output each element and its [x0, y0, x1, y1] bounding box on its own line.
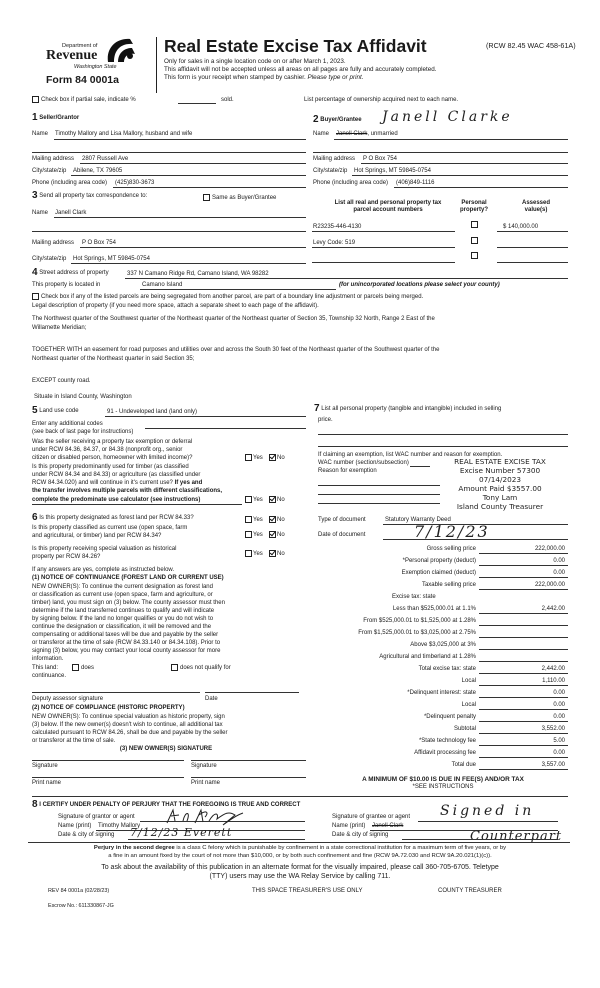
- tax-row-label: Less than $525,000.01 at 1.1%: [392, 606, 476, 612]
- segregated-checkbox[interactable]: [32, 293, 39, 300]
- timber-question: Is this property predominantly used for timber (as classified: [32, 464, 189, 470]
- tax-row-label: Local: [461, 678, 476, 684]
- signature-label: Signature: [32, 763, 58, 769]
- tax-row-value[interactable]: 1,110.00: [542, 678, 565, 684]
- alternate-format-notice-2: (TTY) users may use the WA Relay Service by calling 711.: [209, 873, 391, 880]
- buyer-handwritten-name: Janell Clarke: [382, 109, 513, 125]
- ownership-note: List percentage of ownership acquired next to each name.: [304, 97, 459, 103]
- tax-row-value[interactable]: 0.00: [553, 558, 565, 564]
- deputy-assessor-label: Deputy assessor signature: [32, 696, 104, 702]
- tax-row-label: Taxable selling price: [421, 582, 476, 588]
- legal-description-line: Willamette Meridian;: [32, 325, 87, 331]
- current-use-question: Is this property classified as current use (open space, farm: [32, 525, 188, 531]
- tax-row-value[interactable]: 3,552.00: [541, 726, 565, 732]
- claim-exemption-label: If claiming an exemption, list WAC number and reason for exemption.: [318, 452, 503, 458]
- continuance-label: continuance.: [32, 673, 67, 679]
- partial-sale-label: Check box if partial sale, indicate %: [41, 97, 136, 103]
- notice-line: continue the designation or classification, it will be removed and the: [32, 624, 212, 630]
- assessed-value-line: [497, 247, 568, 248]
- legal-description-label: Legal description of property (if you need more space, attach a separate sheet to each page of the affidavit).: [32, 303, 319, 309]
- grantee-signature-label: Signature of grantee or agent: [332, 814, 411, 820]
- grantor-date-line: [128, 839, 305, 840]
- page-title: Real Estate Excise Tax Affidavit: [164, 36, 427, 56]
- deputy-assessor-date-field[interactable]: [205, 692, 299, 693]
- dept-of-label: Department of: [62, 43, 98, 49]
- buyer-mail-line: [361, 163, 568, 164]
- grantee-signature-line: [418, 821, 558, 822]
- additional-codes-note: (see back of last page for instructions): [32, 429, 134, 435]
- tax-row-line: [479, 577, 568, 578]
- tax-row-line: [479, 745, 568, 746]
- tax-row-line: [479, 637, 568, 638]
- personal-property-line-2[interactable]: [318, 446, 568, 447]
- no-label: No: [277, 532, 285, 538]
- county-treasurer-label: COUNTY TREASURER: [438, 888, 502, 894]
- document-date-field[interactable]: 7/12/23: [414, 522, 490, 541]
- historical-question: property per RCW 84.26?: [32, 554, 101, 560]
- section-number: 3: [32, 190, 38, 201]
- section-number: 8: [32, 799, 38, 810]
- yes-label: Yes: [253, 497, 263, 503]
- tax-row-label: Above $3,025,000 at 3%: [410, 642, 476, 648]
- no-checkbox[interactable]: [269, 454, 276, 461]
- minimum-due-note: A MINIMUM OF $10.00 IS DUE IN FEE(S) AND/OR TAX: [362, 776, 524, 783]
- tax-row-line: [479, 721, 568, 722]
- land-does-label: does: [81, 665, 95, 671]
- parcel-header-line-1: List all real and personal property tax: [334, 200, 442, 206]
- personal-property-label-2: price.: [318, 417, 333, 423]
- new-owner-print-name-2[interactable]: [191, 777, 306, 778]
- forest-land-question-text: Is this property designated as forest land per RCW 84.33?: [39, 515, 194, 521]
- buyer-name-label: Name: [313, 131, 330, 137]
- notice-compliance-title: (2) NOTICE OF COMPLIANCE (HISTORIC PROPERTY): [32, 705, 185, 711]
- timber-question: [32, 480, 202, 487]
- personal-property-line-1[interactable]: [318, 434, 568, 435]
- tax-row-value[interactable]: 3,557.00: [541, 762, 565, 768]
- value-header-line-2: value(s): [524, 207, 548, 213]
- form-number: Form 84 0001a: [46, 74, 119, 86]
- legal-description-line: The Northwest quarter of the Southwest quarter of the Northeast quarter of the Northeast quarter of Section 35, Township 32 North, Range 2 East of the: [32, 316, 435, 322]
- tax-row-label: From $525,000.01 to $1,525,000 at 1.28%: [363, 618, 476, 624]
- personal-property-checkbox[interactable]: [471, 221, 478, 228]
- grantee-date-label: Date & city of signing: [332, 832, 389, 838]
- legal-description-line: Situate in Island County, Washington: [34, 394, 132, 400]
- notice-line: determine if the land transferred continues to qualify and will indicate: [32, 608, 215, 614]
- street-address-line: [125, 278, 568, 279]
- tax-row-label: *Personal property (deduct): [402, 558, 476, 564]
- tax-row-value[interactable]: 0.00: [553, 714, 565, 720]
- yes-checkbox[interactable]: [245, 496, 252, 503]
- tax-row-value[interactable]: 222,000.00: [534, 546, 565, 552]
- perjury-notice-2: a fine in an amount fixed by the court of not more than $10,000, or by both such confinement and fine (RCW 9A.72.030 and RCW 9A.20.021(1)(c)).: [108, 853, 492, 859]
- no-label: No: [277, 551, 285, 557]
- tax-row-line: [479, 589, 568, 590]
- treasurer-paid-stamp: [415, 457, 585, 511]
- land-does-not-label: does not qualify for: [180, 665, 231, 671]
- tax-row-line: [479, 733, 568, 734]
- personal-property-checkbox[interactable]: [471, 252, 478, 259]
- seller-mail-line: [80, 163, 306, 164]
- assessed-value-field[interactable]: $ 140,000.00: [503, 224, 539, 230]
- timber-question-text: RCW 84.34.020) and will continue in it's current use?: [32, 480, 173, 486]
- tax-row-line: [479, 673, 568, 674]
- grantor-signature-scribble-icon: [165, 807, 245, 827]
- buyer-mail-field[interactable]: P O Box 754: [363, 156, 397, 162]
- exemption-question: Was the seller receiving a property tax exemption or deferral: [32, 439, 193, 445]
- tax-row-value[interactable]: 0.00: [553, 690, 565, 696]
- new-owner-print-name-1[interactable]: [32, 777, 184, 778]
- buyer-city-label: City/state/zip: [313, 168, 348, 174]
- correspondence-mail-field[interactable]: P O Box 754: [82, 240, 116, 246]
- street-address-label: [32, 269, 109, 277]
- parcel-header-value: [505, 200, 567, 214]
- legal-description-line: EXCEPT county road.: [32, 378, 91, 384]
- tax-row-label: Local: [461, 702, 476, 708]
- assessed-value-line: [497, 231, 568, 232]
- same-as-buyer-label: Same as Buyer/Grantee: [212, 195, 277, 201]
- stamp-line: REAL ESTATE EXCISE TAX: [454, 457, 546, 466]
- no-checkbox[interactable]: [269, 516, 276, 523]
- additional-codes-label: Enter any additional codes: [32, 421, 103, 427]
- notice-continuance-title: (1) NOTICE OF CONTINUANCE (FOREST LAND OR CURRENT USE): [32, 575, 224, 581]
- tax-row-line: [479, 757, 568, 758]
- perjury-notice: [20, 845, 580, 852]
- parcel-header-line-2: parcel account numbers: [353, 207, 423, 213]
- section-number: 4: [32, 267, 38, 278]
- buyer-phone-line: [394, 187, 568, 188]
- seller-name-line: [54, 139, 306, 140]
- current-use-question: and agricultural, or timber) land per RCW 84.34?: [32, 533, 162, 539]
- buyer-city-field[interactable]: Hot Springs, MT 59845-0754: [354, 168, 431, 174]
- yes-checkbox[interactable]: [245, 531, 252, 538]
- parcel-header-personal: [458, 200, 490, 214]
- correspondence-mail-line: [80, 247, 306, 248]
- tax-row-label: Excise tax: state: [392, 594, 436, 600]
- yes-checkbox[interactable]: [245, 516, 252, 523]
- parcel-number-field[interactable]: R23235-446-4130: [313, 224, 362, 230]
- parcel-number-line: [312, 262, 455, 263]
- partial-sale-percent-field[interactable]: [178, 103, 216, 104]
- washington-state-label: Washington State: [74, 64, 117, 70]
- tax-row-line: [479, 553, 568, 554]
- tax-row-line: [479, 613, 568, 614]
- partial-sale-sold-label: sold.: [221, 97, 234, 103]
- correspondence-city-field[interactable]: Hot Springs, MT 59845-0754: [73, 256, 150, 262]
- header-line-1: Only for sales in a single location code on or after March 1, 2023.: [164, 58, 346, 65]
- tax-row-line: [479, 685, 568, 686]
- notice-line: or classification as current use (open space, farm and agriculture, or: [32, 592, 213, 598]
- notice-line: signing (3) below, you may contact your local county assessor for more: [32, 648, 221, 654]
- no-checkbox[interactable]: [269, 550, 276, 557]
- street-address-field[interactable]: 337 N Camano Ridge Rd, Camano Island, WA 98282: [127, 271, 269, 277]
- buyer-city-line: [352, 175, 568, 176]
- personal-header-line-1: Personal: [461, 200, 487, 206]
- value-header-line-1: Assessed: [521, 200, 551, 206]
- no-label: No: [277, 497, 285, 503]
- correspondence-name-label: Name: [32, 210, 49, 216]
- timber-underline: [32, 504, 242, 505]
- land-use-line: [105, 416, 306, 417]
- yes-label: Yes: [253, 455, 263, 461]
- parcel-number-field[interactable]: Levy Code: 519: [313, 240, 356, 246]
- tax-row-value[interactable]: 2,442.00: [541, 666, 565, 672]
- tax-row-label: Total due: [451, 762, 476, 768]
- section-divider: [32, 796, 568, 797]
- tax-row-value[interactable]: 0.00: [553, 750, 565, 756]
- notice-line: or transferor at the time of sale (RCW 84.33.140 or 84.34.108). Prior to: [32, 640, 221, 646]
- yes-label: Yes: [253, 532, 263, 538]
- segregated-label: Check box if any of the listed parcels are being segregated from another parcel, are part of a boundary line adjustment or parcels being merged.: [41, 294, 424, 300]
- grantor-signature-label: Signature of grantor or agent: [58, 814, 135, 820]
- parcel-header-number: [318, 200, 458, 214]
- buyer-phone-label: Phone (including area code): [313, 180, 389, 186]
- tax-row-line: [479, 661, 568, 662]
- unincorporated-note: (for unincorporated locations please select your county): [339, 282, 500, 288]
- tax-row-label: Affidavit processing fee: [414, 750, 476, 756]
- correspondence-label: Send all property tax correspondence to:: [39, 193, 148, 199]
- revision-label: REV 84 0001a (02/28/23): [48, 888, 110, 894]
- seller-mail-label: Mailing address: [32, 156, 75, 162]
- section-number: 6: [32, 512, 38, 523]
- seller-heading-label: Seller/Grantor: [39, 115, 80, 121]
- seller-mail-field[interactable]: 2807 Russell Ave: [82, 156, 129, 162]
- street-label-text: Street address of property: [39, 270, 109, 276]
- tax-row-value[interactable]: 0.00: [553, 702, 565, 708]
- seller-city-field[interactable]: Abilene, TX 79605: [73, 168, 123, 174]
- correspondence-city-line: [71, 263, 306, 264]
- buyer-name-field[interactable]: [336, 131, 398, 138]
- new-owner-signature-2[interactable]: [191, 760, 306, 761]
- buyer-phone-field[interactable]: (406)849-1116: [396, 180, 435, 186]
- header-line-2: This affidavit will not be accepted unless all areas on all pages are fully and accurately completed.: [164, 66, 437, 73]
- tax-row-line: [479, 625, 568, 626]
- correspondence-name-line-2[interactable]: [32, 231, 306, 232]
- timber-question: complete the predominate use calculator (see instructions): [32, 497, 201, 503]
- alternate-format-notice: To ask about the availability of this publication in an alternate format for the visually impaired, please call 360-705-6705. Teletype: [101, 864, 499, 871]
- buyer-heading: [313, 116, 362, 124]
- tax-row-value[interactable]: 2,442.00: [541, 606, 565, 612]
- timber-question: under RCW 84.34 and 84.33) or agriculture (as classified under: [32, 472, 201, 478]
- grantor-name-field[interactable]: Timothy Mallory: [98, 823, 141, 829]
- tax-row-label: *State technology fee: [418, 738, 476, 744]
- seller-phone-line: [113, 187, 306, 188]
- located-in-field[interactable]: Camano Island: [142, 282, 183, 288]
- perjury-text: is a class C felony which is punishable by confinement in a state correctional institution for a maximum term of five years, or by: [174, 845, 507, 851]
- wac-number-label: WAC number (section/subsection): [318, 460, 409, 466]
- if-any-yes-note: If any answers are yes, complete as instructed below.: [32, 567, 175, 573]
- notice-line: or transferor at the time of sale.: [32, 738, 116, 744]
- stamp-amount-paid: Amount Paid $3557.00: [458, 484, 542, 493]
- stamp-treasurer-name: Tony Lam: [482, 493, 518, 502]
- no-checkbox[interactable]: [269, 531, 276, 538]
- partial-sale-checkbox[interactable]: [32, 96, 39, 103]
- stamp-date: 07/14/2023: [478, 475, 522, 484]
- seller-phone-field[interactable]: (425)830-3673: [115, 180, 155, 186]
- seller-heading: [32, 114, 79, 122]
- seller-name-label: Name: [32, 131, 49, 137]
- section-number: 2: [313, 114, 319, 125]
- same-as-buyer-checkbox[interactable]: [203, 194, 210, 201]
- document-date-label: Date of document: [318, 532, 366, 538]
- tax-row-value[interactable]: 5.00: [553, 738, 565, 744]
- correspondence-name-line: [54, 217, 306, 218]
- parcel-number-line: [312, 247, 455, 248]
- new-owner-signature-title: (3) NEW OWNER(S) SIGNATURE: [119, 746, 213, 752]
- legal-description-line: Northeast quarter of the Northeast quarter in said Section 35;: [32, 356, 195, 362]
- tax-row-value[interactable]: 222,000.00: [534, 582, 565, 588]
- tax-row-label: *Delinquent interest: state: [407, 690, 476, 696]
- tax-row-line: [479, 769, 568, 770]
- legal-description-line: TOGETHER WITH an easement for road purposes and utilities over and across the South 30 feet of the Northeast quarter of the Southwest quarter of the: [32, 347, 440, 353]
- buyer-name-line-2[interactable]: [313, 152, 568, 153]
- notice-line: calculated pursuant to RCW 84.26, shall be due and payable by the seller: [32, 730, 228, 736]
- stamp-treasurer-title: Island County Treasurer: [456, 502, 544, 511]
- no-checkbox[interactable]: [269, 496, 276, 503]
- tax-row-label: Subtotal: [453, 726, 476, 732]
- document-date-line: [383, 539, 568, 540]
- additional-codes-field[interactable]: [145, 428, 306, 429]
- grantee-name-label: Name (print): [332, 823, 366, 829]
- land-use-label-text: Land use code: [39, 408, 79, 414]
- print-name-label: Print name: [191, 780, 221, 786]
- see-instructions-note: *SEE INSTRUCTIONS: [412, 784, 474, 790]
- revenue-logo-text: Revenue: [46, 48, 98, 63]
- section-number: 5: [32, 405, 38, 416]
- print-name-label: Print name: [32, 780, 62, 786]
- located-in-label: This property is located in: [32, 282, 101, 288]
- grantee-date-line: [402, 839, 558, 840]
- correspondence-heading: [32, 192, 147, 200]
- tax-row-label: From $1,525,000.01 to $3,025,000 at 2.75%: [358, 630, 476, 636]
- land-use-label: [32, 407, 79, 415]
- tax-row-line: [479, 565, 568, 566]
- tax-row-value[interactable]: 0.00: [553, 570, 565, 576]
- personal-property-checkbox[interactable]: [471, 237, 478, 244]
- tax-row-label: Gross selling price: [426, 546, 476, 552]
- notice-line: compensating or additional taxes will be due and payable by the seller: [32, 632, 219, 638]
- parcel-number-line: [312, 231, 455, 232]
- timber-question-bold: If yes and: [174, 480, 203, 486]
- tax-row-line: [479, 709, 568, 710]
- notice-line: NEW OWNER(S): To continue special valuation as historic property, sign: [32, 714, 225, 720]
- correspondence-city-label: City/state/zip: [32, 256, 67, 262]
- statute-reference: (RCW 82.45 WAC 458-61A): [486, 41, 576, 50]
- grantee-signature-field[interactable]: Signed in: [440, 803, 535, 819]
- correspondence-name-field[interactable]: Janell Clark: [55, 210, 87, 216]
- grantee-name-field[interactable]: Janell Clark: [372, 823, 404, 829]
- document-type-field[interactable]: Statutory Warranty Deed: [385, 517, 451, 523]
- perjury-bold: Perjury in the second degree: [93, 845, 175, 851]
- tax-row-label: Agricultural and timberland at 1.28%: [379, 654, 476, 660]
- receipt-note: This form is your receipt when stamped by cashier.: [164, 74, 306, 81]
- seller-city-label: City/state/zip: [32, 168, 67, 174]
- grantor-date-label: Date & city of signing: [58, 832, 115, 838]
- notice-line: NEW OWNER(S): To continue the current designation as forest land: [32, 584, 213, 590]
- yes-checkbox[interactable]: [245, 454, 252, 461]
- yes-label: Yes: [253, 517, 263, 523]
- buyer-mail-label: Mailing address: [313, 156, 356, 162]
- no-label: No: [277, 455, 285, 461]
- document-type-label: Type of document: [318, 517, 366, 523]
- seller-name-line-2[interactable]: [32, 152, 306, 153]
- land-does-qualify-checkbox[interactable]: [72, 664, 79, 671]
- signature-label: Signature: [191, 763, 217, 769]
- buyer-name-rest: , unmarried: [367, 131, 398, 137]
- personal-property-label-text: List all personal property (tangible and intangible) included in selling: [321, 406, 502, 412]
- located-in-line: [140, 289, 336, 290]
- yes-label: Yes: [253, 551, 263, 557]
- timber-question: the transfer involves multiple parcels with different classifications,: [32, 488, 223, 494]
- escrow-number: Escrow No.: 611330867-JG: [48, 903, 114, 909]
- personal-header-line-2: property?: [459, 207, 488, 213]
- stamp-excise-number: Excise Number 57300: [459, 466, 541, 475]
- new-owner-signature-1[interactable]: [32, 760, 184, 761]
- grantor-date-field[interactable]: 7/12/23 Everett: [130, 826, 233, 839]
- forest-land-question: [32, 514, 194, 522]
- land-does-not-qualify-checkbox[interactable]: [171, 664, 178, 671]
- seller-city-line: [71, 175, 306, 176]
- tax-row-line: [479, 697, 568, 698]
- notice-line: by signing below. If the land no longer qualifies or you do not wish to: [32, 616, 214, 622]
- type-or-print-note: Please type or print.: [307, 74, 364, 81]
- yes-checkbox[interactable]: [245, 550, 252, 557]
- dor-logo-icon: [102, 36, 138, 64]
- this-land-label: This land:: [32, 665, 59, 671]
- correspondence-mail-label: Mailing address: [32, 240, 75, 246]
- deputy-assessor-signature-field[interactable]: [32, 692, 200, 693]
- section-number: 7: [314, 403, 320, 414]
- personal-property-label: [314, 405, 501, 413]
- notice-line: information.: [32, 656, 64, 662]
- buyer-name-line: [334, 139, 568, 140]
- land-use-field[interactable]: 91 - Undeveloped land (land only): [107, 409, 198, 415]
- header-divider: [156, 37, 157, 93]
- buyer-name-struck: Janell Clark: [336, 131, 368, 137]
- exemption-question: under RCW 84.36, 84.37, or 84.38 (nonprofit org., senior: [32, 447, 183, 453]
- buyer-heading-label: Buyer/Grantee: [320, 117, 362, 123]
- certification-heading-text: I CERTIFY UNDER PENALTY OF PERJURY THAT THE FOREGOING IS TRUE AND CORRECT: [39, 802, 301, 808]
- assessed-value-line: [497, 262, 568, 263]
- header-line-3: [164, 74, 364, 81]
- tax-row-label: Exemption claimed (deduct): [401, 570, 476, 576]
- no-label: No: [277, 517, 285, 523]
- notice-line: (3) below. If the new owner(s) doesn't wish to continue, all additional tax: [32, 722, 223, 728]
- tax-row-line: [479, 649, 568, 650]
- tax-row-label: *Delinquent penalty: [423, 714, 476, 720]
- historical-question: Is this property receiving special valuation as historical: [32, 546, 177, 552]
- tax-row-label: Total excise tax: state: [418, 666, 476, 672]
- deputy-date-label: Date: [205, 696, 218, 702]
- grantee-date-field[interactable]: Counterpart: [470, 829, 563, 844]
- notice-line: timber) land, you must sign on (3) below. The county assessor must then: [32, 600, 225, 606]
- section-number: 1: [32, 112, 38, 123]
- reason-exemption-label: Reason for exemption: [318, 468, 377, 474]
- exemption-question: citizen or disabled person, homeowner with limited income)?: [32, 455, 193, 461]
- certification-divider: [28, 842, 570, 843]
- seller-name-field[interactable]: Timothy Mallory and Lisa Mallory, husband and wife: [55, 131, 193, 137]
- treasurer-use-label: THIS SPACE TREASURER'S USE ONLY: [252, 888, 363, 894]
- grantor-name-label: Name (print): [58, 823, 92, 829]
- seller-phone-label: Phone (including area code): [32, 180, 108, 186]
